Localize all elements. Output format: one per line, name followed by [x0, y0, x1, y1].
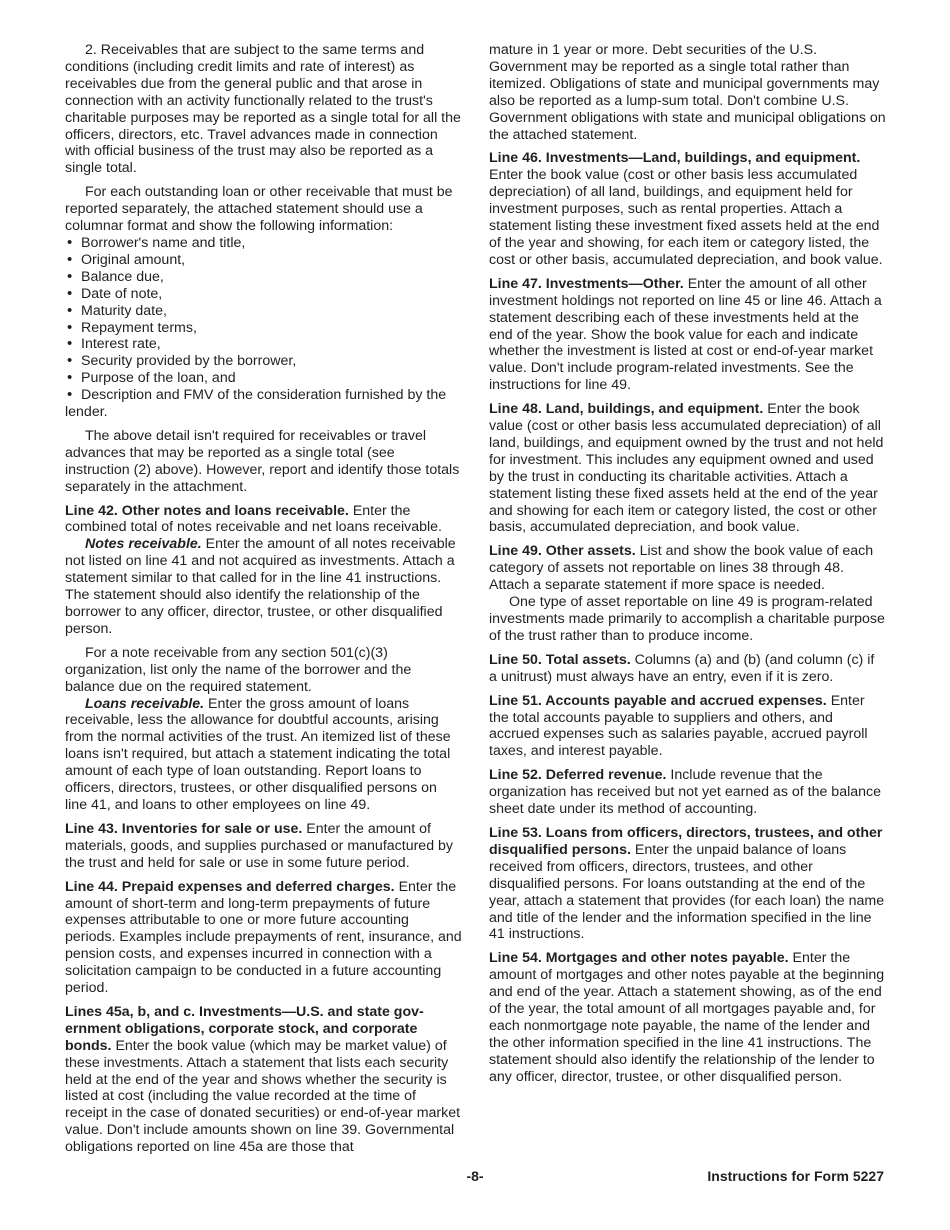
- paragraph-line-45-continued: mature in 1 year or more. Debt securities of the U.S. Government may be reported as a single total rather than itemized. Obligations of state and municipal governments may also be reported as a lump-sum total. Don't combine U.S. Government obligations with state and municipal obligations on the attached statement.: [489, 42, 886, 143]
- section-line-46: [489, 150, 886, 268]
- line-49-heading: Line 49. Other assets.: [489, 543, 636, 560]
- notes-receivable-heading: Notes receivable.: [85, 536, 202, 553]
- line-52-heading: Line 52. Deferred revenue.: [489, 767, 667, 784]
- line-54-heading: Line 54. Mortgages and other notes payable.: [489, 950, 789, 967]
- page-number: -8-: [466, 1168, 484, 1184]
- section-line-45: [65, 1004, 462, 1156]
- list-item: • Interest rate,: [65, 336, 462, 353]
- line-52-text: Include revenue that the organization has received but not yet earned as of the balance sheet date under its method of accounting.: [489, 767, 881, 818]
- list-item: • Security provided by the borrower,: [65, 353, 462, 370]
- section-line-48: [489, 401, 886, 536]
- line-43-heading: Line 43. Inventories for sale or use.: [65, 820, 303, 837]
- list-item: • Description and FMV of the consideration furnished by the lender.: [65, 387, 462, 421]
- line-45-heading: Lines 45a, b, and c. Investments—U.S. and state government obligations, corporate stock, and corporate bonds.: [65, 1003, 424, 1054]
- line-53-text: Enter the unpaid balance of loans received from officers, directors, trustees, and other disqualified persons. For loans outstanding at the end of the year, attach a statement that provides (for each loan) the name and title of the lender and the information specified in the line 41 instructions.: [489, 841, 885, 943]
- section-line-43: [65, 821, 462, 872]
- line-54-text: Enter the amount of mortgages and other notes payable at the beginning and end of the year. Attach a statement showing, as of the end of the year, the total amount of all mortgages payable and, for each nonmortgage note payable, the name of the lender and the other information specified in the line 41 instructions. The statement should also identify the relationship of the lender to any officer, director, trustee, or other disqualified person.: [489, 950, 885, 1085]
- section-notes-receivable: [65, 536, 462, 637]
- section-line-42: [65, 503, 462, 537]
- section-line-44: [65, 879, 462, 997]
- right-column: [489, 42, 886, 1093]
- line-48-heading: Line 48. Land, buildings, and equipment.: [489, 401, 764, 418]
- line-45-text: Enter the book value (which may be market value) of these investments. Attach a statement that lists each security held at the end of the year and shows whether the security is listed at cost (including the value recorded at the time of receipt in the case of donated securities) or end-of-year market value. Don't include amounts shown on line 39. Governmental obligations reported on line 45a are those that: [65, 1037, 461, 1156]
- list-item: • Borrower's name and title,: [65, 235, 462, 252]
- section-line-53: [489, 825, 886, 943]
- loan-info-list: [65, 235, 462, 421]
- line-48-text: Enter the book value (cost or other basis less accumulated depreciation) of all land, buildings, and equipment owned by the trust and not held for investment. This includes any equipment owned and used by the trust in conducting its charitable activities. Attach a statement listing these fixed assets held at the end of the year and showing for each item or category listed, the cost or other basis, accumulated depreciation, and book value.: [489, 401, 884, 536]
- section-line-51: [489, 693, 886, 761]
- list-item: • Original amount,: [65, 252, 462, 269]
- line-51-heading: Line 51. Accounts payable and accrued expenses.: [489, 692, 827, 709]
- section-line-49: [489, 543, 886, 594]
- section-loans-receivable: [65, 696, 462, 814]
- list-item: • Balance due,: [65, 269, 462, 286]
- loans-receivable-heading: Loans receivable.: [85, 695, 205, 712]
- line-49-text: List and show the book value of each category of assets not reportable on lines 38 through 48. Attach a separate statement if more space is needed.: [489, 543, 874, 594]
- form-title: Instructions for Form 5227: [707, 1168, 884, 1184]
- section-line-54: [489, 950, 886, 1085]
- loans-receivable-text: Enter the gross amount of loans receivable, less the allowance for doubtful accounts, arising from the normal activities of the trust. An itemized list of these loans isn't required, but attach a statement indicating the total amount of each type of loan outstanding. Report loans to officers, directors, trustees, or other disqualified persons on line 41, and loans to other employees on line 49.: [65, 695, 451, 813]
- line-42-heading: Line 42. Other notes and loans receivable.: [65, 502, 349, 519]
- section-line-52: [489, 767, 886, 818]
- list-item: • Date of note,: [65, 286, 462, 303]
- line-53-heading: Line 53. Loans from officers, directors, trustees, and other disqualified persons.: [489, 824, 883, 858]
- paragraph-501c3: For a note receivable from any section 501(c)(3) organization, list only the name of the borrower and the balance due on the required statement.: [65, 644, 412, 695]
- section-line-50: [489, 652, 886, 686]
- line-51-text: Enter the total accounts payable to suppliers and others, and accrued expenses such as salaries payable, accrued payroll taxes, and interest payable.: [489, 692, 868, 760]
- line-46-heading: Line 46. Investments—Land, buildings, and equipment.: [489, 150, 861, 167]
- list-item: • Repayment terms,: [65, 320, 462, 337]
- paragraph-detail-not-required: The above detail isn't required for receivables or travel advances that may be reported as a single total (see instruction (2) above). However, report and identify those totals separately in the attachment.: [65, 427, 460, 495]
- line-46-text: Enter the book value (cost or other basis less accumulated depreciation) of all land, buildings, and equipment held for investment purposes, such as rental properties. Attach a statement listing these investment fixed assets held at the end of the year and showing, for each item or category listed, the cost or other basis, accumulated depreciation, and book value.: [489, 167, 883, 268]
- left-column: [65, 42, 462, 1163]
- paragraph-receivables: 2. Receivables that are subject to the same terms and conditions (including credit limits and rate of interest) as receivables due from the general public and that arose in connection with an activity functionally related to the trust's charitable purposes may be reported as a single total for all the officers, directors, etc. Travel advances made in connection with official business of the trust may also be reported as a single total.: [65, 42, 461, 177]
- list-item: • Maturity date,: [65, 303, 462, 320]
- line-43-text: Enter the amount of materials, goods, and supplies purchased or manufactured by the trust and held for sale or use in some future period.: [65, 820, 454, 871]
- section-line-47: [489, 276, 886, 394]
- line-50-heading: Line 50. Total assets.: [489, 651, 631, 668]
- line-50-text: Columns (a) and (b) (and column (c) if a unitrust) must always have an entry, even if it is zero.: [489, 651, 875, 685]
- line-42-text: Enter the combined total of notes receivable and net loans receivable.: [65, 502, 442, 536]
- list-item: • Purpose of the loan, and: [65, 370, 462, 387]
- line-47-text: Enter the amount of all other investment holdings not reported on line 45 or line 46. Attach a statement describing each of these investments held at the end of the year. Show the book value for each and indicate whether the investment is listed at cost or end-of-year market value. Don't include program-related investments. See the instructions for line 49.: [489, 275, 882, 394]
- line-44-heading: Line 44. Prepaid expenses and deferred charges.: [65, 878, 395, 895]
- paragraph-program-related: One type of asset reportable on line 49 is program-related investments made primarily to accomplish a charitable purpose of the trust rather than to produce income.: [489, 594, 885, 644]
- line-44-text: Enter the amount of short-term and long-term prepayments of future expenses attributable to one or more future accounting periods. Examples include prepayments of rent, insurance, and pension costs, and expenses incurred in connection with a solicitation campaign to be conducted in a future accounting period.: [65, 878, 462, 997]
- line-47-heading: Line 47. Investments—Other.: [489, 275, 684, 292]
- paragraph-outstanding-loans: For each outstanding loan or other receivable that must be reported separately, the attached statement should use a columnar format and show the following information:: [65, 184, 453, 235]
- notes-receivable-text: Enter the amount of all notes receivable not listed on line 41 and not acquired as investments. Attach a statement similar to that called for in the line 41 instructions. The statement should also identify the relationship of the borrower to any officer, director, trustee, or other disqualified person.: [65, 536, 456, 637]
